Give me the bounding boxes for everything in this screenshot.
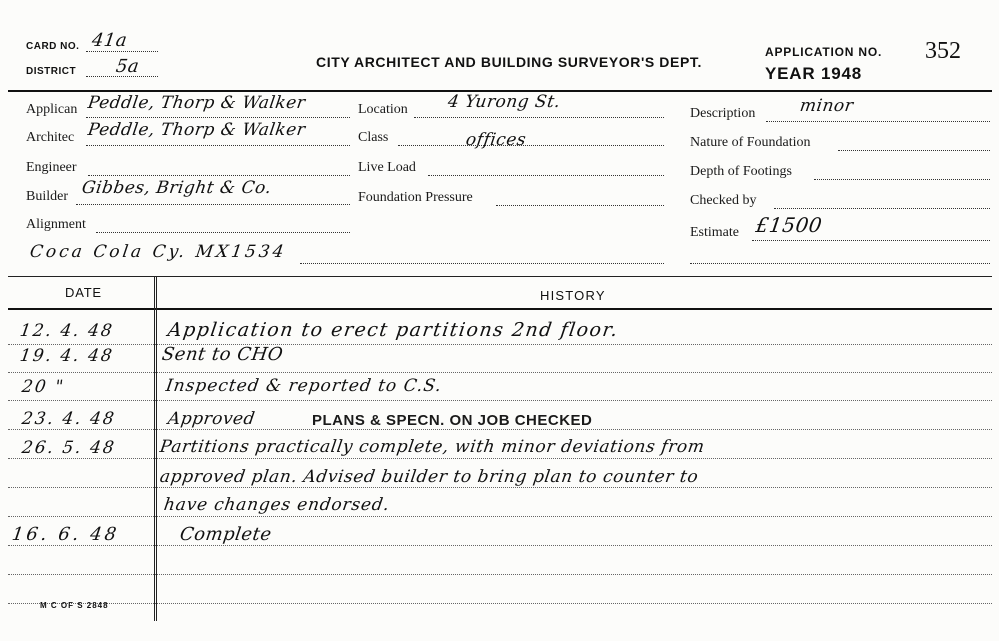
applicant-value: Peddle, Thorp & Walker — [86, 93, 307, 113]
form-code: M C OF S 2848 — [40, 601, 109, 610]
district-label: DISTRICT — [26, 66, 77, 77]
engineer-label: Engineer — [26, 160, 77, 175]
card-no-value: 41a — [90, 30, 129, 51]
history-row-1-date: 12. 4. 48 — [18, 321, 116, 341]
history-header: HISTORY — [540, 288, 606, 303]
history-row-8-text: Complete — [178, 524, 273, 545]
nature-of-foundation-label: Nature of Foundation — [690, 135, 811, 150]
history-row-8-date: 16. 6. 48 — [10, 524, 121, 545]
builder-label: Builder — [26, 189, 68, 204]
checked-by-label: Checked by — [690, 193, 757, 208]
description-value: minor — [798, 96, 855, 116]
architect-value: Peddle, Thorp & Walker — [86, 120, 307, 140]
class-value: offices — [464, 130, 528, 150]
history-row-7-text: have changes endorsed. — [162, 495, 392, 515]
alignment-note: Coca Cola Cy. MX1534 — [28, 242, 288, 262]
application-no-label: APPLICATION NO. — [765, 45, 883, 59]
class-label: Class — [358, 130, 389, 145]
alignment-label: Alignment — [26, 217, 86, 232]
history-row-1-text: Application to erect partitions 2nd floor. — [166, 319, 621, 341]
history-row-5-date: 26. 5. 48 — [20, 438, 118, 458]
date-header: DATE — [65, 285, 102, 300]
history-row-3-text: Inspected & reported to C.S. — [164, 376, 444, 396]
history-row-4-date: 23. 4. 48 — [20, 409, 118, 429]
description-label: Description — [690, 106, 756, 121]
history-row-2-text: Sent to CHO — [160, 344, 285, 365]
card-no-label: CARD NO. — [26, 41, 80, 52]
depth-of-footings-label: Depth of Footings — [690, 164, 792, 179]
history-row-4-text: Approved — [166, 409, 257, 429]
foundation-pressure-label: Foundation Pressure — [358, 190, 473, 205]
year-label: YEAR 1948 — [765, 64, 862, 83]
applicant-label: Applican — [26, 102, 78, 117]
location-label: Location — [358, 102, 408, 117]
history-row-5-text: Partitions practically complete, with minor deviations from — [158, 437, 706, 457]
application-no-value: 352 — [925, 38, 961, 64]
history-row-2-date: 19. 4. 48 — [18, 346, 116, 366]
estimate-value: £1500 — [754, 213, 824, 237]
history-row-6-text: approved plan. Advised builder to bring plan to counter to — [158, 467, 700, 487]
location-value: 4 Yurong St. — [446, 92, 562, 112]
architect-label: Architec — [26, 130, 75, 145]
department-title: CITY ARCHITECT AND BUILDING SURVEYOR'S DEPT. — [316, 54, 702, 70]
district-value: 5a — [114, 56, 141, 77]
builder-value: Gibbes, Bright & Co. — [80, 178, 273, 198]
table-column-divider — [154, 276, 157, 621]
history-row-3-date: 20 " — [20, 377, 67, 397]
live-load-label: Live Load — [358, 160, 416, 175]
plans-checked-stamp: PLANS & SPECN. ON JOB CHECKED — [312, 412, 593, 429]
estimate-label: Estimate — [690, 225, 739, 240]
